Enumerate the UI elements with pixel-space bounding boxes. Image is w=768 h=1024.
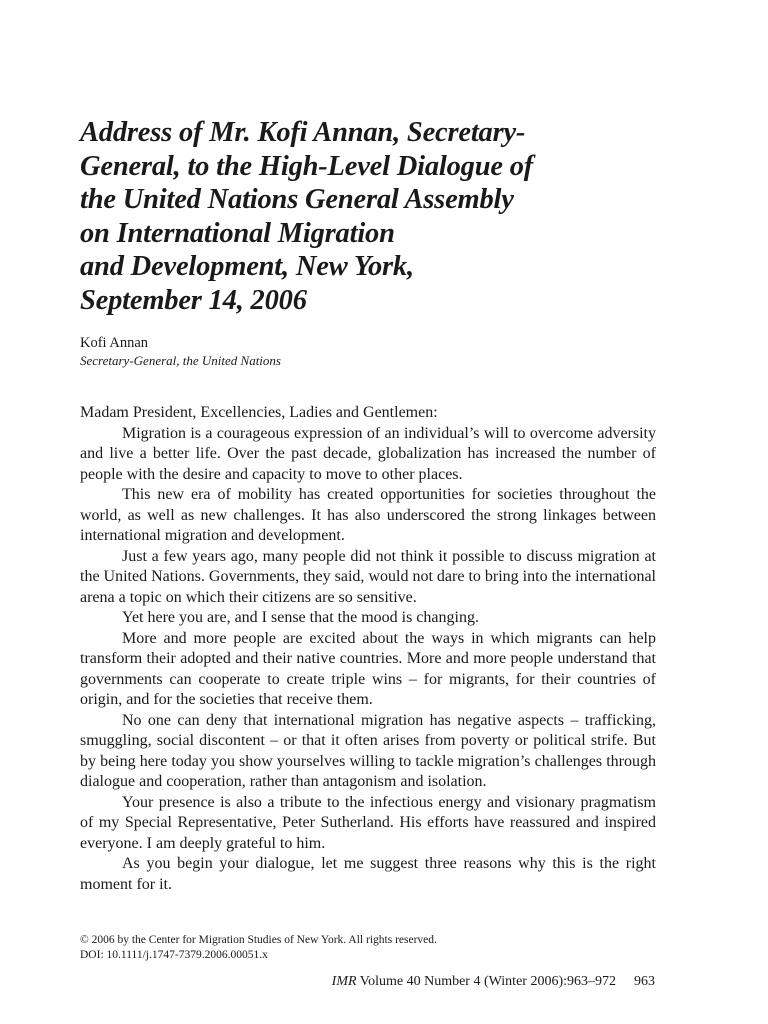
body-paragraph: This new era of mobility has created opportunities for societies throughout the world, as well as new challenges. It has also underscored the strong linkages between international migration and development. <box>80 486 656 544</box>
title-line: on International Migration <box>80 217 395 249</box>
body-paragraph: As you begin your dialogue, let me suggest three reasons why this is the right moment for it. <box>80 855 656 893</box>
body-paragraph: Your presence is also a tribute to the infectious energy and visionary pragmatism of my Special Representative, Peter Sutherland. His efforts have reassured and inspired everyone. I am deeply grateful to him. <box>80 793 656 852</box>
title-line: September 14, 2006 <box>80 284 307 316</box>
title-line: General, to the High-Level Dialogue of <box>80 150 534 182</box>
page-footer <box>332 973 655 991</box>
body-paragraph: More and more people are excited about the ways in which migrants can help transform their adopted and their native countries. More and more people understand that governments can cooperate to create triple wins – for migrants, for their countries of origin, and for the societies that receive them. <box>80 629 656 708</box>
body-paragraph: Migration is a courageous expression of an individual’s will to overcome adversity and live a better life. Over the past decade, globalization has increased the number of people with the desire and capacity to move to other places. <box>80 424 656 483</box>
body-paragraph: No one can deny that international migration has negative aspects – trafficking, smuggling, social discontent – or that it often arises from poverty or political strife. But by being here today you show yourselves willing to tackle migration’s challenges through dialogue and cooperation, rather than antagonism and isolation. <box>80 711 656 790</box>
article-title <box>80 116 680 317</box>
body-paragraph: Yet here you are, and I sense that the mood is changing. <box>122 609 479 626</box>
title-line: and Development, New York, <box>80 251 414 282</box>
journal-citation: Volume 40 Number 4 (Winter 2006):963–972 <box>356 974 616 989</box>
article-body <box>80 403 656 895</box>
copyright-notice: © 2006 by the Center for Migration Studies of New York. All rights reserved. <box>80 934 437 946</box>
body-paragraph: Just a few years ago, many people did not think it possible to discuss migration at the United Nations. Governments, they said, would not dare to bring into the international arena a topic on which their citizens are so sensitive. <box>80 547 656 606</box>
author-affiliation: Secretary-General, the United Nations <box>80 353 281 368</box>
author-name: Kofi Annan <box>80 335 149 351</box>
doi-text: DOI: 10.1111/j.1747-7379.2006.00051.x <box>80 948 268 961</box>
page-number: 963 <box>634 974 655 989</box>
title-line: Address of Mr. Kofi Annan, Secretary- <box>80 117 526 148</box>
title-line: the United Nations General Assembly <box>80 184 514 215</box>
salutation: Madam President, Excellencies, Ladies and Gentlemen: <box>80 404 438 421</box>
footnote <box>80 933 640 962</box>
journal-name: IMR <box>331 974 357 989</box>
